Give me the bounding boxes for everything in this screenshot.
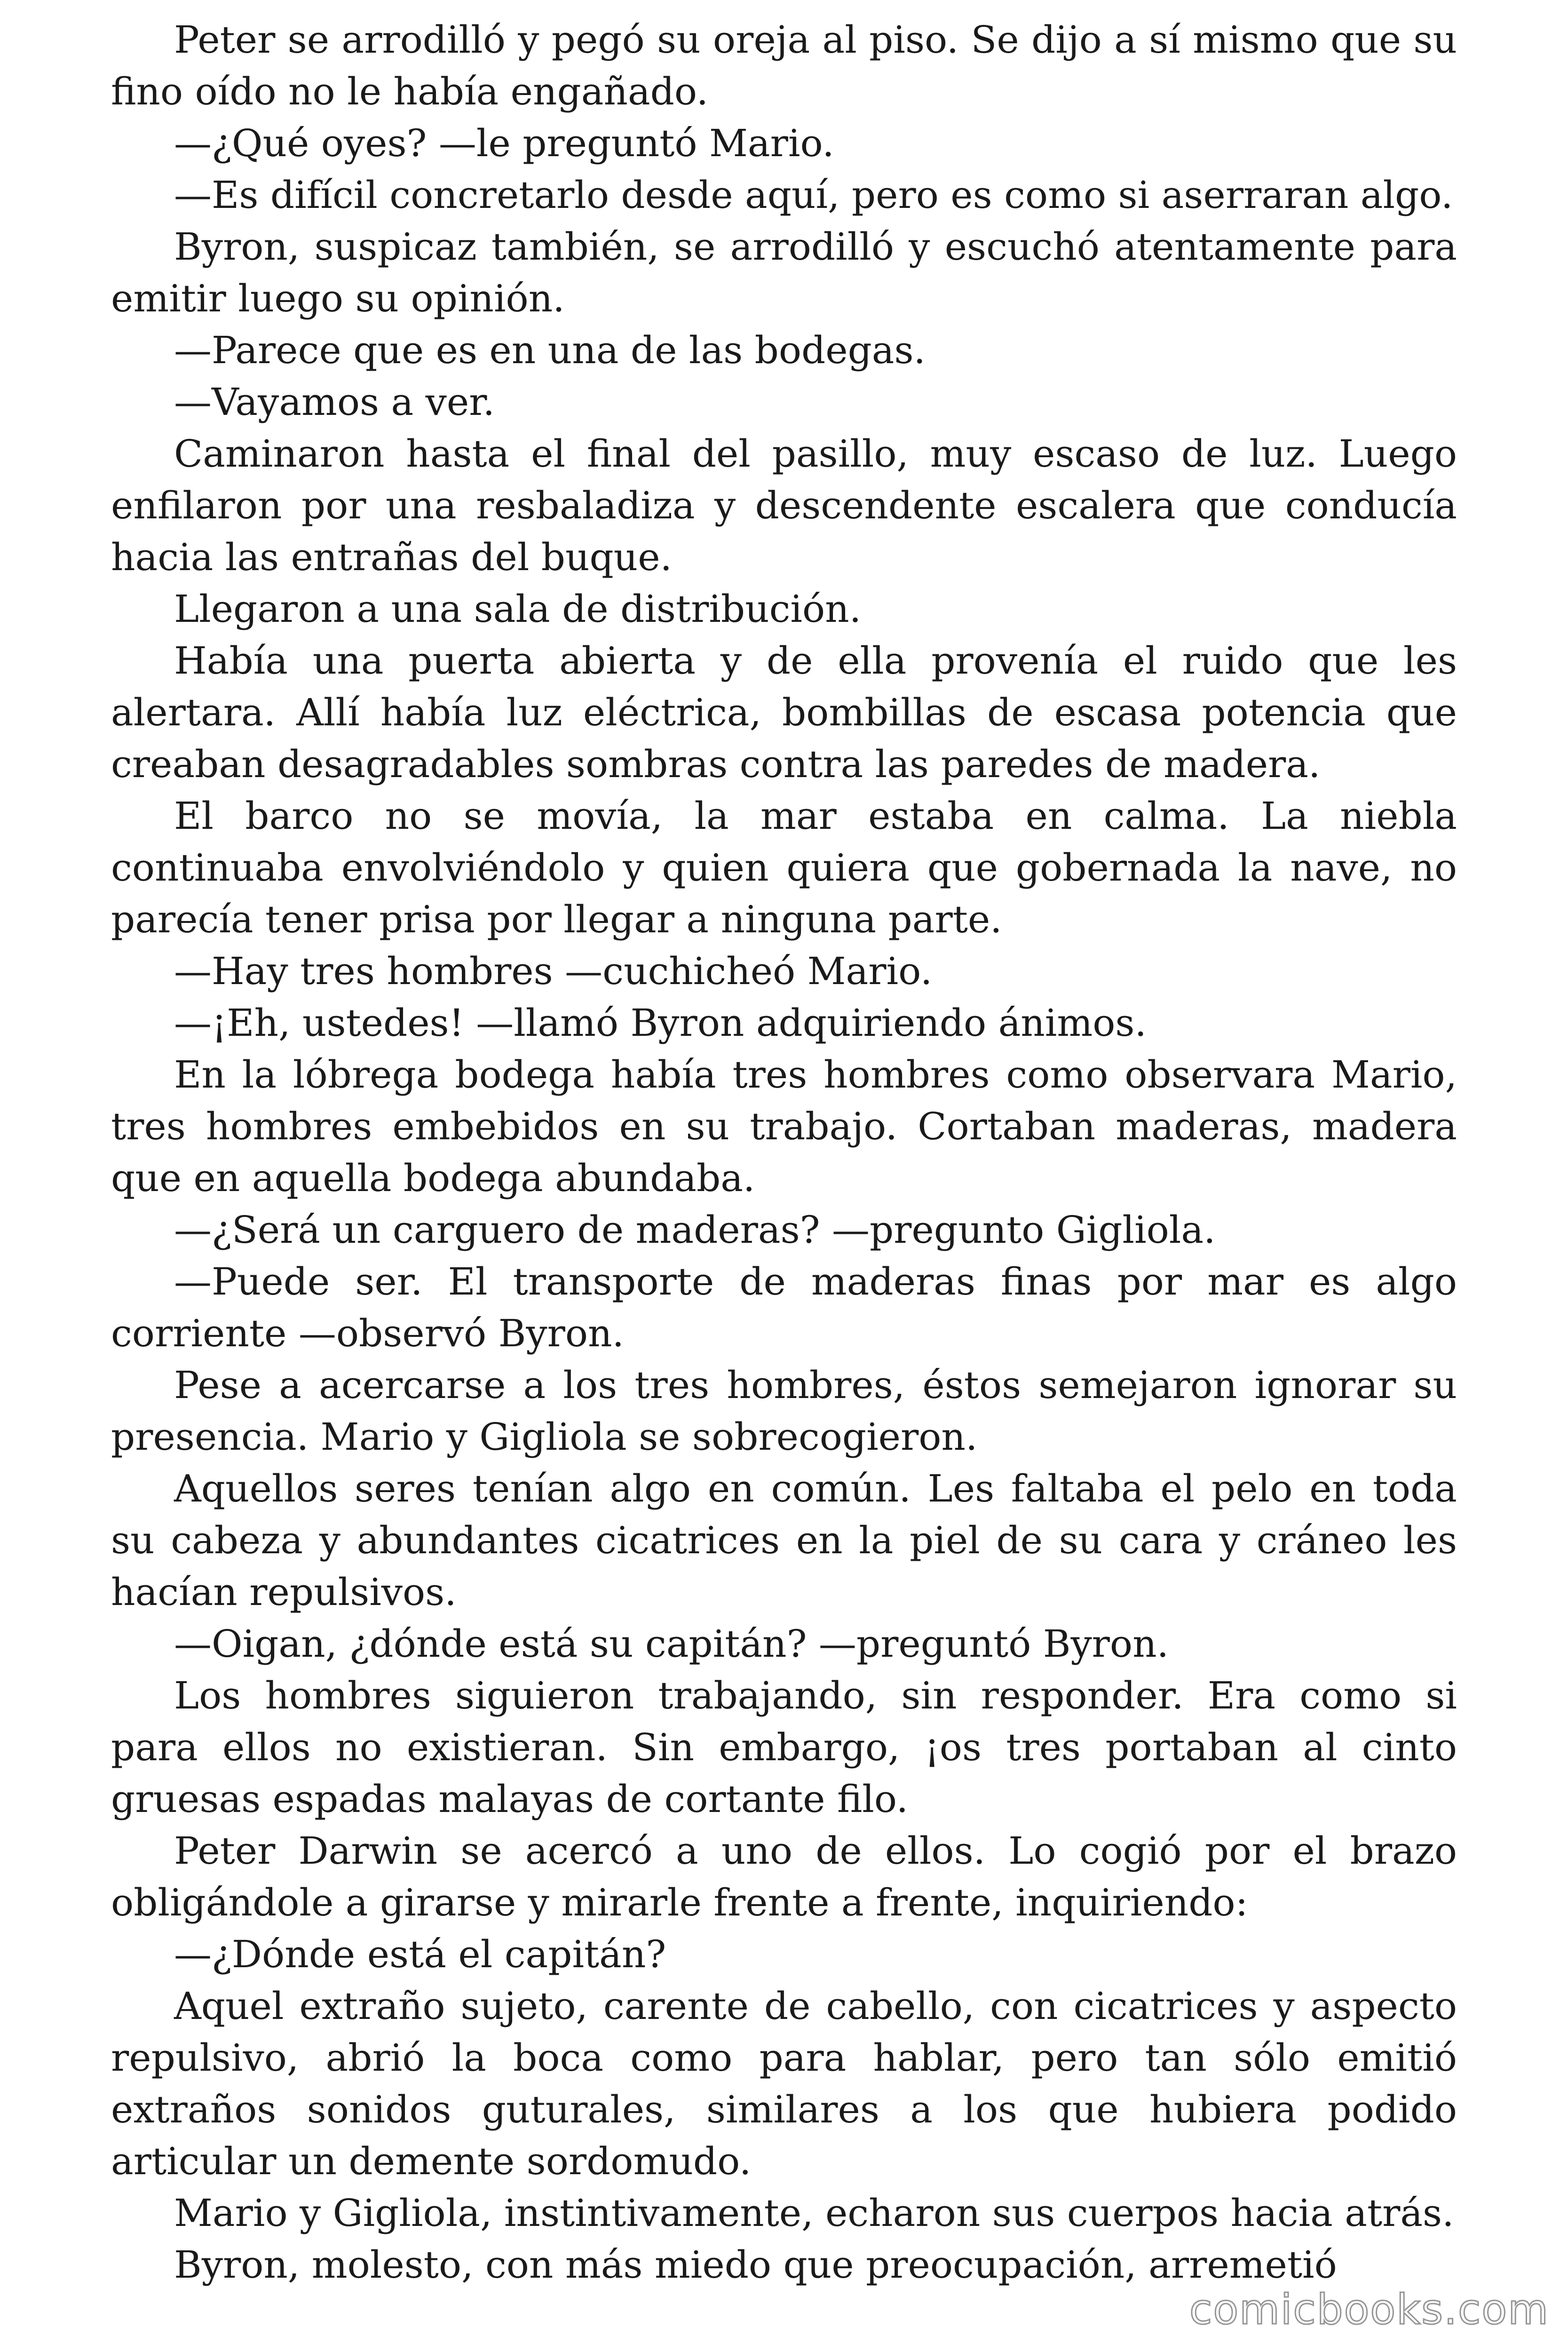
paragraph: El barco no se movía, la mar estaba en calma. La niebla continuaba envolviéndolo y quien quiera que gobernada la nave, no parecía tener prisa por llegar a ninguna parte.: [111, 794, 1457, 941]
paragraph: —Puede ser. El transporte de maderas finas por mar es algo corriente —observó Byron.: [111, 1260, 1457, 1355]
paragraph: En la lóbrega bodega había tres hombres como observara Mario, tres hombres embebidos en su trabajo. Cortaban maderas, madera que en aquella bodega abundaba.: [111, 1053, 1457, 1200]
paragraph: Había una puerta abierta y de ella provenía el ruido que les alertara. Allí había luz eléctrica, bombillas de escasa potencia que creaban desagradables sombras contra las paredes de madera.: [111, 639, 1457, 786]
paragraph: Aquel extraño sujeto, carente de cabello, con cicatrices y aspecto repulsivo, abrió la boca como para hablar, pero tan sólo emitió extraños sonidos guturales, similares a los que hubiera podido articular un demente sordomudo.: [111, 1984, 1457, 2183]
paragraph: Byron, molesto, con más miedo que preocupación, arremetió: [174, 2243, 1337, 2287]
paragraph: —Vayamos a ver.: [174, 380, 495, 424]
watermark: comicbooks.com: [1189, 2285, 1549, 2334]
paragraph: —Es difícil concretarlo desde aquí, pero es como si aserraran algo.: [174, 173, 1453, 217]
paragraph: Byron, suspicaz también, se arrodilló y escuchó atentamente para emitir luego su opinión.: [111, 225, 1457, 320]
paragraph: Peter se arrodilló y pegó su oreja al piso. Se dijo a sí mismo que su fino oído no le había engañado.: [111, 18, 1457, 113]
paragraph: Mario y Gigliola, instintivamente, echaron sus cuerpos hacia atrás.: [174, 2191, 1454, 2235]
paragraph: Llegaron a una sala de distribución.: [174, 587, 862, 631]
page-text: [111, 14, 1457, 2319]
paragraph: —¡Eh, ustedes! —llamó Byron adquiriendo ánimos.: [174, 1001, 1147, 1045]
paragraph: —¿Será un carguero de maderas? —pregunto Gigliola.: [174, 1208, 1216, 1252]
paragraph: —¿Dónde está el capitán?: [174, 1932, 666, 1976]
paragraph: —Hay tres hombres —cuchicheó Mario.: [174, 949, 933, 993]
paragraph: Los hombres siguieron trabajando, sin responder. Era como si para ellos no existieran. Sin embargo, ¡os tres portaban al cinto gruesas espadas malayas de cortante filo.: [111, 1674, 1457, 1821]
paragraph: —Oigan, ¿dónde está su capitán? —preguntó Byron.: [174, 1622, 1169, 1666]
paragraph: Aquellos seres tenían algo en común. Les faltaba el pelo en toda su cabeza y abundantes cicatrices en la piel de su cara y cráneo les hacían repulsivos.: [111, 1467, 1457, 1614]
paragraph: —Parece que es en una de las bodegas.: [174, 328, 926, 372]
paragraph: Pese a acercarse a los tres hombres, éstos semejaron ignorar su presencia. Mario y Gigliola se sobrecogieron.: [111, 1363, 1457, 1459]
paragraph: Peter Darwin se acercó a uno de ellos. Lo cogió por el brazo obligándole a girarse y mirarle frente a frente, inquiriendo:: [111, 1829, 1457, 1924]
paragraph: —¿Qué oyes? —le preguntó Mario.: [174, 121, 834, 165]
paragraph: Caminaron hasta el final del pasillo, muy escaso de luz. Luego enfilaron por una resbaladiza y descendente escalera que conducía hacia las entrañas del buque.: [111, 432, 1457, 579]
